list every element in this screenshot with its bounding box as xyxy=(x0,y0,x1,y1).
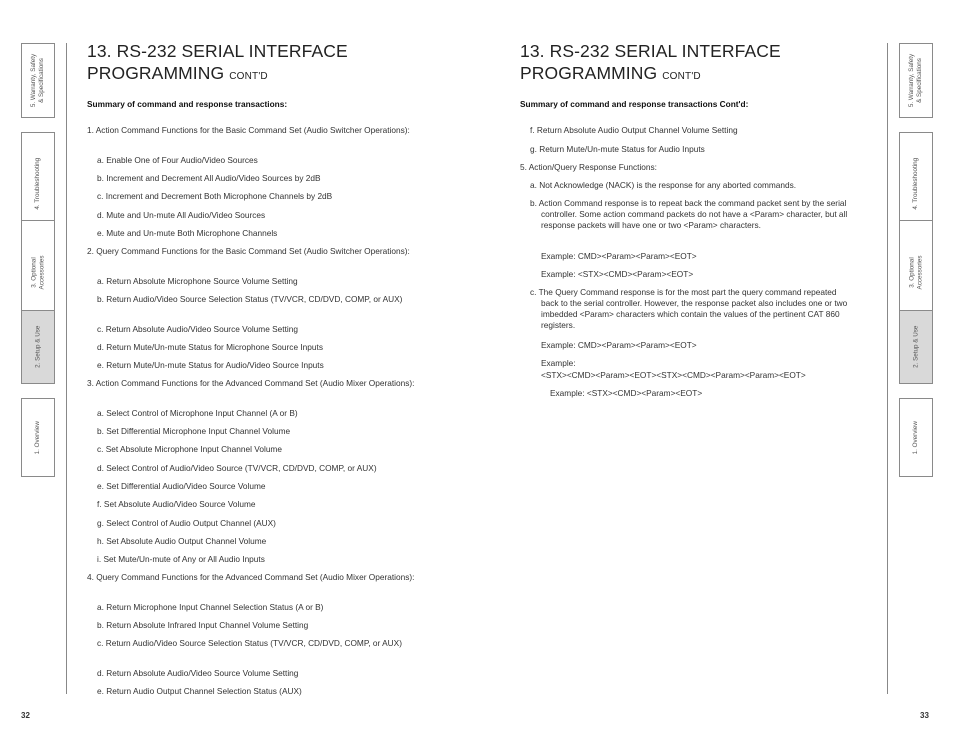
list-item: 2. Query Command Functions for the Basic Command Set (Audio Switcher Operations): xyxy=(87,246,410,256)
side-tab-overview[interactable] xyxy=(899,398,933,477)
summary-heading: Summary of command and response transactions Cont'd: xyxy=(520,99,749,109)
page-number-right: 33 xyxy=(920,711,929,720)
title-suffix: CONT'D xyxy=(662,71,701,82)
list-item: b. Increment and Decrement All Audio/Video Sources by 2dB xyxy=(97,173,321,183)
side-tab-label: 1. Overview xyxy=(34,420,42,455)
list-item: d. Return Absolute Audio/Video Source Volume Setting xyxy=(97,668,299,678)
side-tab-label: 5. Warranty, Safety & Specifications xyxy=(30,53,46,108)
list-item: b. Set Differential Microphone Input Channel Volume xyxy=(97,426,291,436)
list-item: e. Return Audio Output Channel Selection Status (AUX) xyxy=(97,686,302,696)
side-tab-label: 5. Warranty, Safety & Specifications xyxy=(908,53,924,108)
list-item: Example: xyxy=(541,358,576,368)
list-item: d. Select Control of Audio/Video Source (TV/VCR, CD/DVD, COMP, or AUX) xyxy=(97,463,377,473)
side-tab-label: 3. Optional Accessories xyxy=(908,255,924,289)
left-page-content xyxy=(87,40,442,696)
list-item: Example: <STX><CMD><Param><EOT> xyxy=(550,388,703,398)
list-item: a. Enable One of Four Audio/Video Sources xyxy=(97,155,258,165)
list-item: Example: CMD><Param><Param><EOT> xyxy=(541,251,697,261)
list-item: c. Increment and Decrement Both Microphone Channels by 2dB xyxy=(97,191,333,201)
list-item: c. Set Absolute Microphone Input Channel Volume xyxy=(97,444,282,454)
list-item: Example: <STX><CMD><Param><EOT> xyxy=(541,269,694,279)
title-suffix: CONT'D xyxy=(229,71,268,82)
side-tab-optional-accessories[interactable] xyxy=(899,220,933,324)
right-divider xyxy=(887,43,888,694)
summary-heading: Summary of command and response transactions: xyxy=(87,99,288,109)
list-item: c. The Query Command response is for the most part the query command repeated back to the serial controller. However, the response packet also includes one or two imbedded <Param> characters which contain the values of the pertinent CAT 860 registers. xyxy=(530,287,848,330)
list-item: b. Return Absolute Infrared Input Channel Volume Setting xyxy=(97,620,309,630)
list-item: 3. Action Command Functions for the Advanced Command Set (Audio Mixer Operations): xyxy=(87,378,415,388)
side-tab-overview[interactable] xyxy=(21,398,55,477)
page-title xyxy=(520,40,870,88)
title-line-2: PROGRAMMING xyxy=(520,63,658,83)
list-item: e. Return Mute/Un-mute Status for Audio/Video Source Inputs xyxy=(97,360,324,370)
side-tab-label: 4. Troubleshooting xyxy=(912,158,920,210)
side-tab-setup-use[interactable] xyxy=(21,310,55,384)
side-tab-label: 3. Optional Accessories xyxy=(30,255,46,289)
list-item: 4. Query Command Functions for the Advanced Command Set (Audio Mixer Operations): xyxy=(87,572,415,582)
list-item: b. Return Audio/Video Source Selection Status (TV/VCR, CD/DVD, COMP, or AUX) xyxy=(97,294,403,304)
title-line-1: 13. RS-232 SERIAL INTERFACE xyxy=(87,41,348,61)
list-item: e. Mute and Un-mute Both Microphone Channels xyxy=(97,228,278,238)
list-item: a. Not Acknowledge (NACK) is the response for any aborted commands. xyxy=(530,180,797,190)
page-number-left: 32 xyxy=(21,711,30,720)
page-title xyxy=(87,40,442,88)
list-item: g. Return Mute/Un-mute Status for Audio Inputs xyxy=(530,144,705,154)
list-item: a. Return Absolute Microphone Source Volume Setting xyxy=(97,276,298,286)
list-item: d. Mute and Un-mute All Audio/Video Sources xyxy=(97,210,266,220)
left-divider xyxy=(66,43,67,694)
list-item: g. Select Control of Audio Output Channel (AUX) xyxy=(97,518,276,528)
side-tab-warranty[interactable] xyxy=(899,43,933,118)
list-item: Example: CMD><Param><Param><EOT> xyxy=(541,340,697,350)
list-item: d. Return Mute/Un-mute Status for Microphone Source Inputs xyxy=(97,342,323,352)
list-item: a. Select Control of Microphone Input Channel (A or B) xyxy=(97,408,298,418)
side-tab-label: 2. Setup & Use xyxy=(912,325,920,369)
side-tab-setup-use[interactable] xyxy=(899,310,933,384)
list-item: f. Set Absolute Audio/Video Source Volume xyxy=(97,499,256,509)
side-tab-label: 4. Troubleshooting xyxy=(34,158,42,210)
list-item: a. Return Microphone Input Channel Selection Status (A or B) xyxy=(97,602,324,612)
list-item: 1. Action Command Functions for the Basic Command Set (Audio Switcher Operations): xyxy=(87,125,410,135)
list-item: b. Action Command response is to repeat back the command packet sent by the serial controller. Some action command packets do not have a <Param> character, but all response packets will have one or two <Param> characters. xyxy=(530,198,848,230)
list-item: c. Return Absolute Audio/Video Source Volume Setting xyxy=(97,324,298,334)
list-item: e. Set Differential Audio/Video Source Volume xyxy=(97,481,266,491)
list-item: h. Set Absolute Audio Output Channel Volume xyxy=(97,536,267,546)
list-item: 5. Action/Query Response Functions: xyxy=(520,162,657,172)
title-line-1: 13. RS-232 SERIAL INTERFACE xyxy=(520,41,781,61)
right-page-content xyxy=(520,40,870,398)
side-tab-label: 2. Setup & Use xyxy=(34,325,42,369)
side-tab-warranty[interactable] xyxy=(21,43,55,118)
title-line-2: PROGRAMMING xyxy=(87,63,225,83)
list-item: c. Return Audio/Video Source Selection Status (TV/VCR, CD/DVD, COMP, or AUX) xyxy=(97,638,402,648)
list-item: f. Return Absolute Audio Output Channel Volume Setting xyxy=(530,125,738,135)
list-item: <STX><CMD><Param><EOT><STX><CMD><Param><Param><EOT> xyxy=(541,370,806,380)
side-tab-label: 1. Overview xyxy=(912,420,920,455)
side-tab-optional-accessories[interactable] xyxy=(21,220,55,324)
list-item: i. Set Mute/Un-mute of Any or All Audio Inputs xyxy=(97,554,265,564)
